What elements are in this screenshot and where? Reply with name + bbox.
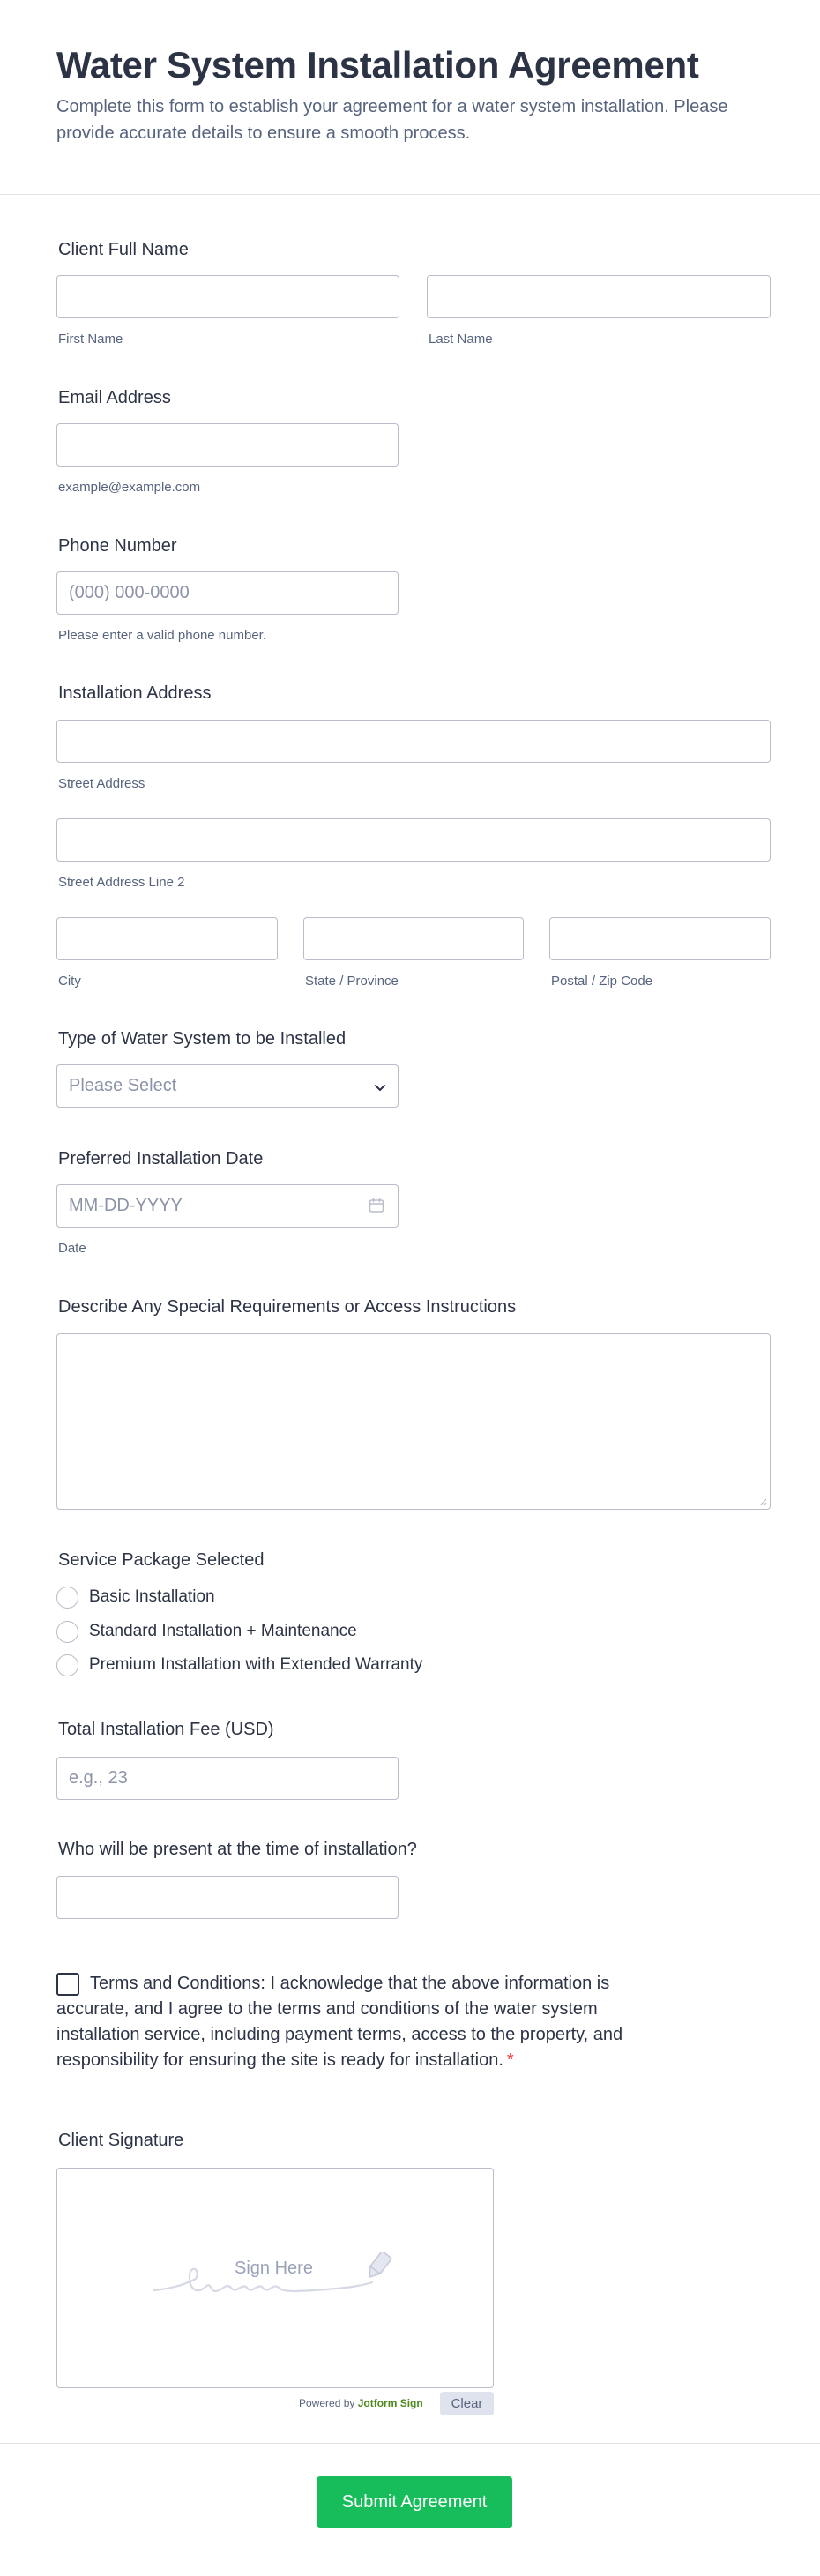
chevron-down-icon <box>373 1080 387 1094</box>
state-input[interactable] <box>303 917 524 960</box>
radio-button[interactable] <box>56 1654 78 1676</box>
package-label: Service Package Selected <box>58 1550 265 1570</box>
install-date-placeholder: MM-DD-YYYY <box>69 1196 183 1215</box>
radio-button[interactable] <box>56 1621 78 1643</box>
fee-placeholder: e.g., 23 <box>69 1768 128 1788</box>
powered-by-text: Powered by Jotform Sign <box>299 2397 423 2409</box>
state-sublabel: State / Province <box>305 974 399 989</box>
clear-signature-button[interactable]: Clear <box>440 2392 494 2415</box>
install-date-sublabel: Date <box>58 1241 86 1256</box>
phone-placeholder: (000) 000-0000 <box>69 583 190 602</box>
street-address-sublabel: Street Address <box>58 776 145 791</box>
form-title: Water System Installation Agreement <box>56 44 699 86</box>
phone-label: Phone Number <box>58 536 177 556</box>
package-option-label: Premium Installation with Extended Warranty <box>89 1655 423 1674</box>
phone-sublabel: Please enter a valid phone number. <box>58 628 266 643</box>
install-date-input[interactable] <box>56 1184 399 1228</box>
package-option-standard[interactable] <box>56 1620 357 1643</box>
signature-label: Client Signature <box>58 2131 184 2150</box>
system-type-label: Type of Water System to be Installed <box>58 1029 347 1049</box>
submit-button[interactable]: Submit Agreement <box>317 2476 512 2528</box>
jotform-sign-brand: Jotform Sign <box>357 2397 423 2409</box>
required-asterisk: * <box>506 2050 514 2070</box>
last-name-input[interactable] <box>427 275 771 318</box>
present-label: Who will be present at the time of installation? <box>58 1840 417 1859</box>
resize-handle-icon[interactable] <box>758 1497 767 1506</box>
last-name-sublabel: Last Name <box>429 332 493 347</box>
address-label: Installation Address <box>58 683 212 703</box>
signature-pad[interactable] <box>56 2168 494 2388</box>
requirements-label: Describe Any Special Requirements or Access Instructions <box>58 1297 517 1317</box>
requirements-textarea[interactable] <box>56 1333 771 1510</box>
package-option-label: Basic Installation <box>89 1587 215 1606</box>
calendar-icon[interactable] <box>368 1197 385 1214</box>
fee-label: Total Installation Fee (USD) <box>58 1720 274 1739</box>
install-date-label: Preferred Installation Date <box>58 1149 264 1169</box>
form-header <box>0 0 820 195</box>
email-label: Email Address <box>58 388 171 407</box>
system-type-selected: Please Select <box>69 1076 177 1095</box>
city-sublabel: City <box>58 974 81 989</box>
phone-input[interactable] <box>56 571 399 615</box>
system-type-select[interactable] <box>56 1064 399 1108</box>
client-name-label: Client Full Name <box>58 240 189 259</box>
package-option-basic[interactable] <box>56 1586 215 1609</box>
email-sublabel: example@example.com <box>58 480 201 495</box>
package-option-premium[interactable] <box>56 1654 422 1676</box>
terms-text: Terms and Conditions: I acknowledge that the above information is accurate, and I agree to the terms and conditions of the water system installation service, including payment terms, access to the property, and responsibility for ensuring the site is ready for installation. * <box>56 1974 623 2070</box>
email-input[interactable] <box>56 423 399 467</box>
street-address-input[interactable] <box>56 720 771 763</box>
first-name-sublabel: First Name <box>58 332 123 347</box>
radio-button[interactable] <box>56 1587 78 1609</box>
postal-input[interactable] <box>549 917 771 960</box>
fee-input[interactable] <box>56 1757 399 1800</box>
form-subtitle: Complete this form to establish your agreement for a water system installation. Please provide accurate details to ensure a smooth process. <box>56 97 728 143</box>
street-address-line2-sublabel: Street Address Line 2 <box>58 875 185 890</box>
postal-sublabel: Postal / Zip Code <box>551 974 653 989</box>
signature-placeholder: Sign Here <box>235 2259 313 2278</box>
city-input[interactable] <box>56 917 278 960</box>
first-name-input[interactable] <box>56 275 399 318</box>
present-input[interactable] <box>56 1876 399 1919</box>
street-address-line2-input[interactable] <box>56 818 771 862</box>
package-option-label: Standard Installation + Maintenance <box>89 1622 357 1640</box>
